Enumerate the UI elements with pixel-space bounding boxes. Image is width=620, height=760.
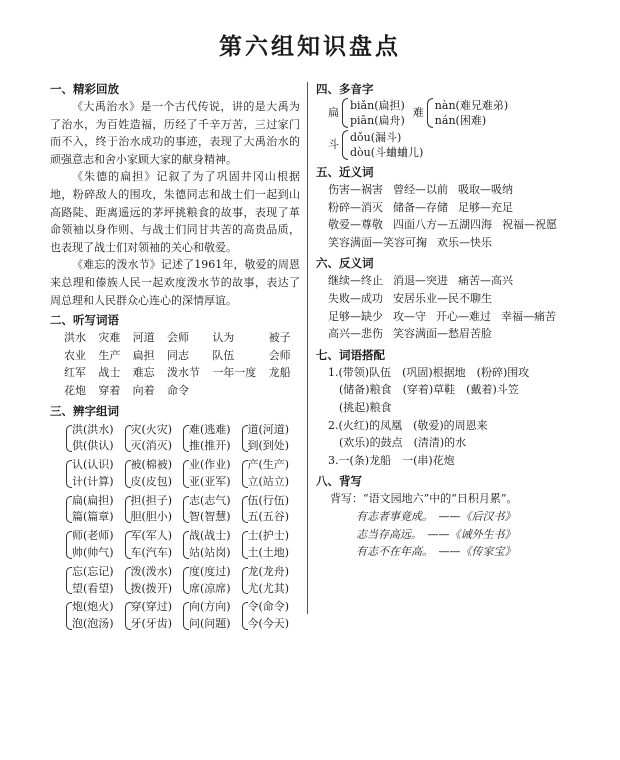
synonym-pair: 欢乐—快乐 bbox=[437, 235, 492, 249]
dictation-word: 红军 bbox=[64, 366, 86, 380]
synonym-row bbox=[316, 234, 586, 252]
distinguish-pair bbox=[66, 599, 125, 633]
dictation-word: 扁担 bbox=[132, 348, 155, 362]
distinguish-pair bbox=[183, 564, 242, 598]
distinguish-item: 拨(拨开) bbox=[130, 581, 173, 595]
distinguish-item: 灾(火灾) bbox=[130, 422, 173, 436]
distinguish-item: 洪(洪水) bbox=[72, 422, 114, 436]
distinguish-pair bbox=[183, 493, 242, 527]
distinguish-item: 站(站岗) bbox=[189, 546, 231, 560]
distinguish-item: 到(到处) bbox=[247, 439, 290, 453]
distinguish-row bbox=[50, 528, 300, 562]
antonym-row bbox=[316, 272, 586, 290]
dictation-word: 会师 bbox=[268, 348, 291, 362]
collocation-list bbox=[316, 364, 586, 470]
distinguish-item: 推(推开) bbox=[189, 439, 231, 453]
distinguish-item: 供(供认) bbox=[72, 439, 114, 453]
dictation-word: 队伍 bbox=[212, 348, 235, 362]
dictation-word: 向着 bbox=[132, 383, 155, 397]
distinguish-item: 灭(消灭) bbox=[130, 439, 173, 453]
distinguish-item: 立(站立) bbox=[247, 474, 290, 488]
distinguish-item: 篇(篇章) bbox=[72, 510, 114, 524]
distinguish-item: 车(汽车) bbox=[130, 546, 173, 560]
left-column bbox=[50, 80, 300, 633]
distinguish-item: 胆(胆小) bbox=[130, 510, 173, 524]
section-title-synonyms: 五、近义词 bbox=[316, 165, 374, 179]
section-title-polyphone: 四、多音字 bbox=[316, 82, 374, 96]
distinguish-item: 志(志气) bbox=[189, 493, 231, 507]
synonym-pair: 曾经—以前 bbox=[393, 183, 448, 196]
distinguish-item: 令(命令) bbox=[247, 600, 290, 614]
distinguish-pair bbox=[242, 528, 301, 562]
polyphone-dou: 斗 dǒu(漏斗) dòu(斗蛐蛐儿) bbox=[328, 131, 424, 159]
distinguish-item: 伍(行伍) bbox=[247, 493, 290, 507]
distinguish-item: 产(生产) bbox=[247, 458, 290, 472]
distinguish-pair bbox=[125, 564, 184, 598]
antonym-row bbox=[316, 325, 586, 343]
distinguish-item: 担(担子) bbox=[130, 493, 173, 507]
distinguish-row bbox=[50, 493, 300, 527]
dictation-word: 难忘 bbox=[132, 366, 155, 380]
distinguish-pair bbox=[242, 493, 301, 527]
distinguish-item: 向(方向) bbox=[189, 600, 231, 614]
synonym-pair: 伤害—祸害 bbox=[328, 183, 383, 196]
antonym-pair: 开心—难过 bbox=[436, 309, 491, 323]
distinguish-pair bbox=[183, 599, 242, 633]
recite-line: 有志不在年高。 ——《传家宝》 bbox=[356, 545, 516, 559]
distinguish-pair bbox=[183, 528, 242, 562]
section-title-collocation: 七、词语搭配 bbox=[316, 347, 385, 362]
dictation-word: 穿着 bbox=[98, 383, 121, 397]
antonym-pair: 痛苦—高兴 bbox=[458, 274, 513, 288]
distinguish-item: 土(土地) bbox=[247, 546, 290, 560]
dictation-word: 战士 bbox=[98, 366, 121, 380]
synonym-pair: 粉碎—消灭 bbox=[328, 200, 383, 214]
distinguish-item: 泡(泡汤) bbox=[72, 617, 114, 631]
synonym-row bbox=[316, 199, 586, 217]
dictation-words bbox=[50, 329, 296, 399]
distinguish-pair bbox=[242, 564, 301, 598]
distinguish-row bbox=[50, 457, 300, 491]
antonym-pair: 高兴—悲伤 bbox=[328, 327, 383, 341]
distinguish-item: 智(智慧) bbox=[189, 510, 231, 524]
distinguish-item: 龙(龙舟) bbox=[247, 564, 290, 578]
antonym-pair: 消退—突进 bbox=[393, 274, 448, 288]
distinguish-item: 战(战士) bbox=[189, 529, 231, 543]
collocation-line: 1.(带领)队伍 (巩固)根据地 (粉碎)围攻 bbox=[328, 365, 530, 379]
distinguish-row bbox=[50, 564, 300, 598]
distinguish-pair bbox=[66, 422, 125, 456]
distinguish-pair bbox=[66, 528, 125, 562]
dictation-word: 灾难 bbox=[98, 331, 121, 345]
antonym-pair: 安居乐业—民不聊生 bbox=[393, 291, 492, 305]
recite-line: 有志者事竟成。 ——《后汉书》 bbox=[356, 509, 516, 523]
dictation-word: 农业 bbox=[64, 348, 86, 362]
distinguish-pair bbox=[66, 493, 125, 527]
distinguish-item: 扁(扁担) bbox=[72, 493, 114, 507]
antonym-pair: 幸福—痛苦 bbox=[501, 309, 556, 323]
distinguish-item: 忘(忘记) bbox=[72, 564, 114, 578]
dictation-word: 认为 bbox=[212, 331, 235, 345]
section-title-distinguish: 三、辨字组词 bbox=[50, 403, 119, 418]
distinguish-item: 席(凉席) bbox=[189, 581, 231, 595]
distinguish-pair bbox=[242, 457, 301, 491]
distinguish-item: 军(军人) bbox=[130, 529, 173, 543]
paragraph-poshuijie: 《难忘的泼水节》记述了1961年，敬爱的周恩来总理和傣族人民一起欢度泼水节的故事，表达了周总理和人民群众心连心的深情厚谊。 bbox=[50, 258, 300, 307]
antonym-row bbox=[316, 308, 586, 326]
synonym-pair: 笑容满面—笑容可掬 bbox=[328, 235, 427, 249]
antonym-pair: 失败—成功 bbox=[328, 291, 383, 305]
paragraph-zhude: 《朱德的扁担》记叙了为了巩固井冈山根据地，粉碎敌人的围攻，朱德同志和战士们一起到山高路陡、距离遥远的茅坪挑粮食的故事，表现了革命领袖以身作则、与战士们同甘共苦的高贵品质，也表现了战士们对领袖的关心和敬爱。 bbox=[50, 170, 300, 254]
synonym-pair: 敬爱—尊敬 bbox=[328, 218, 383, 232]
distinguish-item: 被(棉被) bbox=[130, 458, 173, 472]
collocation-line: (储备)粮食 (穿着)草鞋 (戴着)斗笠 bbox=[328, 383, 519, 397]
dictation-word: 同志 bbox=[166, 348, 189, 362]
distinguish-characters bbox=[50, 422, 300, 634]
distinguish-item: 士(护士) bbox=[247, 529, 290, 543]
dictation-word: 命令 bbox=[166, 383, 189, 397]
distinguish-pair bbox=[183, 457, 242, 491]
distinguish-pair bbox=[242, 422, 301, 456]
dictation-word: 被子 bbox=[268, 331, 291, 345]
section-title-dictation: 二、听写词语 bbox=[50, 313, 119, 328]
distinguish-item: 五(五谷) bbox=[247, 510, 290, 524]
distinguish-item: 牙(牙齿) bbox=[130, 617, 173, 631]
collocation-line: 2.(火红)的凤凰 (敬爱)的周恩来 bbox=[328, 418, 488, 432]
distinguish-item: 难(逃难) bbox=[189, 422, 231, 436]
synonym-pair: 足够—充足 bbox=[458, 200, 513, 214]
distinguish-item: 穿(穿过) bbox=[130, 600, 173, 614]
distinguish-pair bbox=[125, 493, 184, 527]
synonym-row bbox=[316, 216, 586, 234]
polyphone-bian: 扁 biǎn(扁担) piān(扁舟) bbox=[328, 99, 405, 127]
distinguish-item: 皮(皮包) bbox=[130, 474, 173, 488]
recite-intro: 背写：“语文园地六”中的“日积月累”。 bbox=[330, 492, 518, 506]
antonym-pair: 足够—缺少 bbox=[328, 309, 383, 323]
distinguish-item: 度(度过) bbox=[189, 564, 231, 578]
dictation-word: 河道 bbox=[132, 331, 155, 345]
section-title-antonyms: 六、反义词 bbox=[316, 256, 374, 271]
distinguish-item: 道(河道) bbox=[247, 422, 290, 436]
antonyms-list bbox=[316, 272, 586, 342]
distinguish-pair bbox=[125, 457, 184, 491]
synonym-pair: 祝福—祝愿 bbox=[502, 218, 557, 232]
distinguish-pair bbox=[66, 564, 125, 598]
distinguish-item: 亚(亚军) bbox=[189, 474, 231, 488]
distinguish-item: 炮(炮火) bbox=[72, 600, 114, 614]
synonym-pair: 吸取—吸纳 bbox=[458, 183, 513, 196]
distinguish-item: 帅(帅气) bbox=[72, 546, 114, 560]
distinguish-item: 尤(尤其) bbox=[247, 581, 290, 595]
synonyms-list bbox=[316, 181, 586, 251]
recite-line: 志当存高远。 ——《诫外生书》 bbox=[356, 527, 516, 541]
antonym-pair: 攻—守 bbox=[393, 309, 426, 323]
distinguish-item: 望(看望) bbox=[72, 581, 114, 595]
distinguish-pair bbox=[125, 599, 184, 633]
paragraph-dayu: 《大禹治水》是一个古代传说，讲的是大禹为了治水，为百姓造福，历经了千辛万苦，三过家门而不入，终于治水成功的事迹，表现了大禹治水的顽强意志和舍小家顾大家的献身精神。 bbox=[50, 100, 300, 166]
distinguish-pair bbox=[125, 422, 184, 456]
synonym-row bbox=[316, 181, 586, 199]
distinguish-row bbox=[50, 599, 300, 633]
dictation-word: 生产 bbox=[98, 348, 121, 362]
dictation-word: 花炮 bbox=[64, 383, 86, 397]
antonym-pair: 继续—终止 bbox=[328, 274, 383, 288]
collocation-line: 3.一(条)龙船 一(串)花炮 bbox=[328, 453, 455, 467]
section-title-review: 一、精彩回放 bbox=[50, 82, 119, 96]
page-title: 第六组知识盘点 bbox=[219, 34, 401, 60]
distinguish-item: 师(老师) bbox=[72, 529, 114, 543]
dictation-word: 会师 bbox=[166, 331, 189, 345]
right-column bbox=[316, 80, 586, 561]
polyphone-nan: 难 nàn(难兄难弟) nán(困难) bbox=[412, 99, 509, 127]
distinguish-pair bbox=[66, 457, 125, 491]
synonym-pair: 储备—存储 bbox=[393, 200, 448, 214]
distinguish-item: 业(作业) bbox=[189, 458, 231, 472]
dictation-word: 洪水 bbox=[64, 331, 86, 345]
column-divider bbox=[307, 82, 308, 614]
collocation-line: (欢乐)的鼓点 (清清)的水 bbox=[328, 436, 467, 450]
collocation-line: (挑起)粮食 bbox=[328, 400, 392, 414]
dictation-word: 泼水节 bbox=[166, 366, 200, 380]
distinguish-pair bbox=[183, 422, 242, 456]
distinguish-pair bbox=[242, 599, 301, 633]
distinguish-item: 今(今天) bbox=[247, 617, 290, 631]
distinguish-item: 泼(泼水) bbox=[130, 564, 173, 578]
synonym-pair: 四面八方—五湖四海 bbox=[393, 218, 492, 232]
distinguish-pair bbox=[125, 528, 184, 562]
distinguish-row bbox=[50, 422, 300, 456]
distinguish-item: 认(认识) bbox=[72, 458, 114, 472]
distinguish-item: 计(计算) bbox=[72, 474, 114, 488]
dictation-word: 一年一度 bbox=[212, 366, 257, 380]
antonym-row bbox=[316, 290, 586, 308]
dictation-word: 龙船 bbox=[268, 366, 291, 380]
antonym-pair: 笑容满面—愁眉苦脸 bbox=[393, 327, 492, 341]
recite-poems bbox=[316, 508, 586, 561]
distinguish-item: 问(问题) bbox=[189, 617, 231, 631]
section-title-recite: 八、背写 bbox=[316, 474, 362, 489]
